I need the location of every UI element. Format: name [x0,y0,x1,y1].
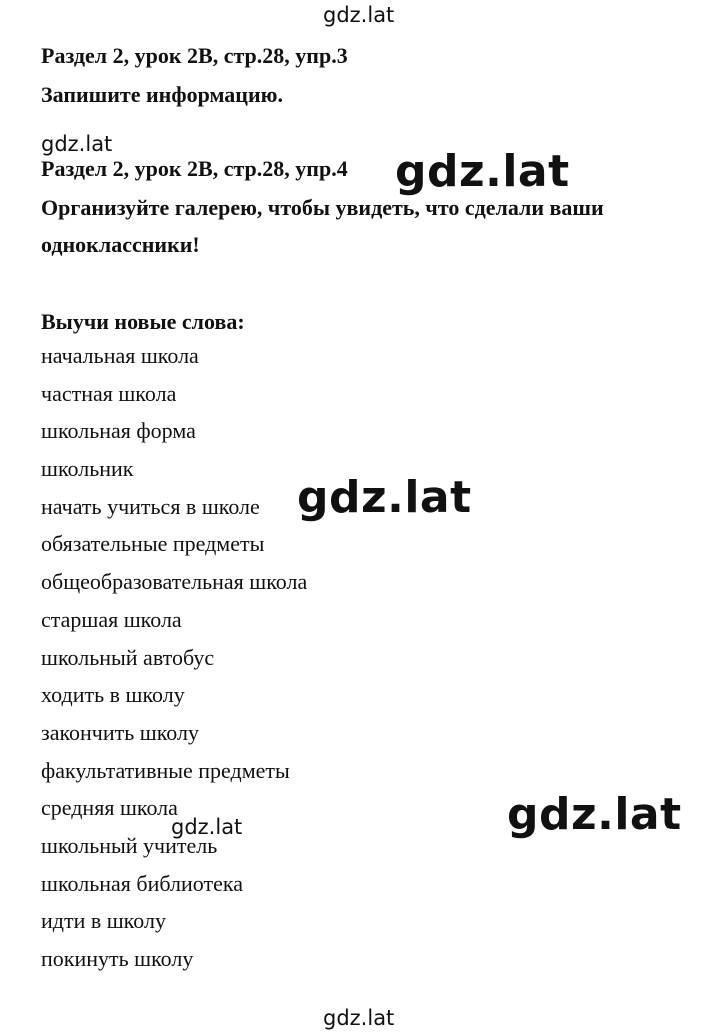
watermark-small-list: gdz.lat [171,815,243,839]
vocabulary-list [41,345,307,986]
vocab-word: начать учиться в школе [41,493,260,519]
watermark-big-1: gdz.lat [395,146,570,197]
watermark-top: gdz.lat [323,3,395,27]
exercise-4-instruction-line2: одноклассники! [41,232,200,257]
vocab-word: школьная библиотека [41,870,243,896]
exercise-3-instruction: Запишите информацию. [41,82,283,107]
vocab-word: школьник [41,456,134,482]
vocab-word: закончить школу [41,719,199,745]
vocab-word: идти в школу [41,908,166,934]
exercise-4-instruction-line1: Организуйте галерею, чтобы увидеть, что сделали ваши [41,195,604,220]
vocab-word: общеобразовательная школа [41,569,308,595]
watermark-bottom: gdz.lat [323,1006,395,1030]
watermark-mid-small: gdz.lat [41,132,113,156]
vocab-word: факультативные предметы [41,757,290,783]
watermark-big-2: gdz.lat [297,472,472,523]
exercise-4-title: Раздел 2, урок 2B, стр.28, упр.4 [41,156,348,181]
vocab-word: средняя школа [41,795,178,821]
vocab-word: покинуть школу [41,946,194,971]
vocab-word: школьная форма [41,418,196,444]
vocabulary-title: Выучи новые слова: [41,309,245,334]
vocab-word: частная школа [41,380,177,406]
exercise-3-title: Раздел 2, урок 2B, стр.28, упр.3 [41,43,348,68]
vocab-word: обязательные предметы [41,531,265,557]
vocab-word: начальная школа [41,343,199,368]
vocab-word: школьный учитель [41,832,218,858]
vocab-word: ходить в школу [41,682,185,708]
watermark-big-3: gdz.lat [507,789,682,840]
vocab-word: школьный автобус [41,644,215,670]
vocab-word: старшая школа [41,606,182,632]
